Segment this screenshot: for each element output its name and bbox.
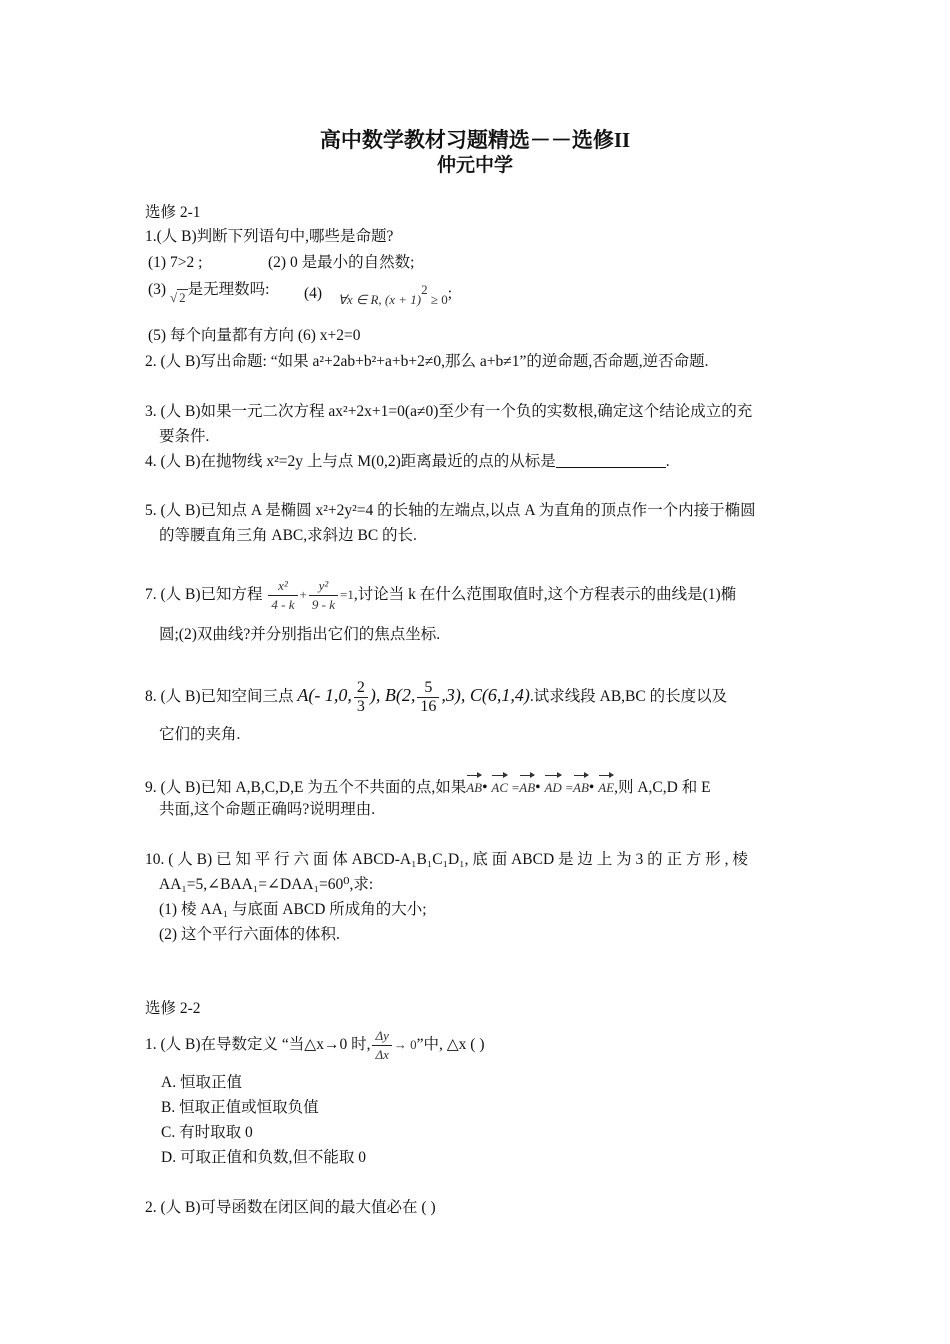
q8-fraction-b-den: 16	[420, 697, 437, 715]
vector-ab: AB	[466, 774, 482, 798]
s22-q1-suffix: ”中, △x ( )	[416, 1036, 485, 1053]
vector-ac: AC	[491, 774, 508, 798]
q8-fraction-a-num: 2	[354, 679, 368, 698]
delta-fraction-den: Δx	[375, 1046, 389, 1062]
q7-stem: 7. (人 B)已知方程	[145, 586, 263, 603]
school-name: 仲元中学	[436, 155, 513, 176]
q8-rest: .试求线段 AB,BC 的长度以及	[529, 688, 728, 705]
q7-num-2: y²	[309, 577, 338, 596]
option-c: C. 有时取取 0	[161, 1124, 253, 1141]
q8-fraction-b-num: 5	[417, 679, 439, 698]
q2-text: 2. (人 B)写出命题: “如果 a²+2ab+b²+a+b+2≠0,那么 a+b≠1”的逆命题,否命题,逆否命题.	[145, 353, 709, 370]
q7-fraction-x	[268, 577, 297, 614]
q4-text: 4. (人 B)在抛物线 x²=2y 上与点 M(0,2)距离最近的点的从标是 .	[145, 453, 670, 470]
q8-fraction-a	[354, 679, 368, 716]
q1-item-4-math: ∀x ∈ R, (x + 1)	[337, 292, 422, 307]
q8-fraction-b	[417, 679, 439, 716]
q8-line1	[145, 675, 727, 717]
q3-line1: 3. (人 B)如果一元二次方程 ax²+2x+1=0(a≠0)至少有一个负的实数根,确定这个结论成立的充	[145, 403, 753, 420]
q1-item-4: (4) $_{\forall x \in R, (x + 1)}^2$ $_{\ge 0}$;	[304, 282, 453, 307]
vector-ab-2: AB	[519, 774, 535, 798]
vector-ae: AE	[598, 774, 614, 798]
q5-line1: 5. (人 B)已知点 A 是椭圆 x²+2y²=4 的长轴的左端点,以点 A 为直角的顶点作一个内接于椭圆	[145, 502, 756, 519]
q9-line1: 9. (人 B)已知 A,B,C,D,E 为五个不共面的点,如果AB• AC =AB• AD =AB• AE,则 A,C,D 和 E	[145, 774, 711, 798]
q5-line2: 的等腰直角三角 ABC,求斜边 BC 的长.	[159, 527, 417, 544]
q7-den-2: 9 - k	[311, 596, 335, 612]
q8-line2: 它们的夹角.	[159, 726, 241, 743]
q10-line2: AA₁=5,∠BAA₁=∠DAA₁=60⁰,求:	[159, 876, 374, 893]
s22-q1-prefix: 1. (人 B)在导数定义 “当△x→0 时,	[145, 1036, 371, 1053]
q1-stem: 1.(人 B)判断下列语句中,哪些是命题?	[145, 228, 394, 245]
q9-stem: 9. (人 B)已知 A,B,C,D,E 为五个不共面的点,如果	[145, 779, 467, 796]
q1-item-2: (2) 0 是最小的自然数;	[268, 254, 415, 271]
s22-q1-stem	[145, 1025, 485, 1065]
option-d: D. 可取正值和负数,但不能取 0	[161, 1149, 366, 1166]
q7-rest: ,讨论当 k 在什么范围取值时,这个方程表示的曲线是(1)椭	[353, 586, 737, 603]
q1-item-3-label: (3)	[148, 281, 167, 298]
s22-q2: 2. (人 B)可导函数在闭区间的最大值必在 ( )	[145, 1199, 436, 1216]
delta-fraction	[372, 1027, 391, 1064]
q4-stem: 4. (人 B)在抛物线 x²=2y 上与点 M(0,2)距离最近的点的从标是	[145, 453, 556, 470]
answer-blank	[556, 453, 666, 468]
q7-line2: 圆;(2)双曲线?并分别指出它们的焦点坐标.	[159, 626, 441, 643]
vector-ab-3: AB	[573, 774, 589, 798]
delta-fraction-num: Δy	[372, 1027, 391, 1046]
q1-item-3-text: 是无理数吗:	[187, 281, 270, 298]
q7-equals: =1	[339, 587, 354, 602]
q8-point-c: ,3), C(6,1,4)	[441, 685, 530, 705]
section-heading-2-2: 选修 2-2	[145, 1000, 201, 1017]
q1-item-3	[148, 280, 269, 308]
q7-num-1: x²	[268, 577, 297, 596]
section-heading-2-1: 选修 2-1	[145, 204, 201, 221]
q7-den-1: 4 - k	[271, 596, 295, 612]
q1-item-4-label: (4)	[304, 285, 323, 302]
q1-item-4-ineq: ≥ 0	[427, 292, 448, 307]
q8-point-b: ), B(2,	[369, 685, 416, 705]
option-a: A. 恒取正值	[161, 1074, 242, 1091]
q1-item-5-6: (5) 每个向量都有方向 (6) x+2=0	[148, 327, 361, 344]
sqrt-2-math: √ 2	[169, 290, 186, 305]
document-title: 高中数学教材习题精选－－选修II	[319, 128, 631, 152]
q10-item-1: (1) 棱 AA₁ 与底面 ABCD 所成角的大小;	[159, 901, 427, 918]
q10-line1: 10. ( 人 B) 已 知 平 行 六 面 体 ABCD-A₁B₁C₁D₁, 底 面 ABCD 是 边 上 为 3 的 正 方 形 , 棱	[145, 851, 748, 868]
option-b: B. 恒取正值或恒取负值	[161, 1099, 319, 1116]
q7-fraction-y	[309, 577, 338, 614]
q7-line1: 7. (人 B)已知方程 $\frac{\text{x²}}{4 - k}$ + $\frac{\text{y²}}{9 - k}$ =1,讨论当 k 在什么范围取值时,这个方程表示的曲线是(1)椭	[145, 577, 737, 612]
q8-point-a: A(- 1,0,	[297, 685, 352, 705]
q1-item-1: (1) 7>2 ;	[148, 254, 203, 271]
q9-rest: ,则 A,C,D 和 E	[614, 779, 711, 796]
vector-ad: AD	[544, 774, 561, 798]
q8-fraction-a-den: 3	[356, 697, 365, 715]
q10-item-2: (2) 这个平行六面体的体积.	[159, 926, 340, 943]
q9-line2: 共面,这个命题正确吗?说明理由.	[159, 801, 376, 818]
q8-stem: 8. (人 B)已知空间三点	[145, 688, 294, 705]
q3-line2: 要条件.	[159, 428, 210, 445]
limit-arrow: → 0	[393, 1037, 417, 1052]
